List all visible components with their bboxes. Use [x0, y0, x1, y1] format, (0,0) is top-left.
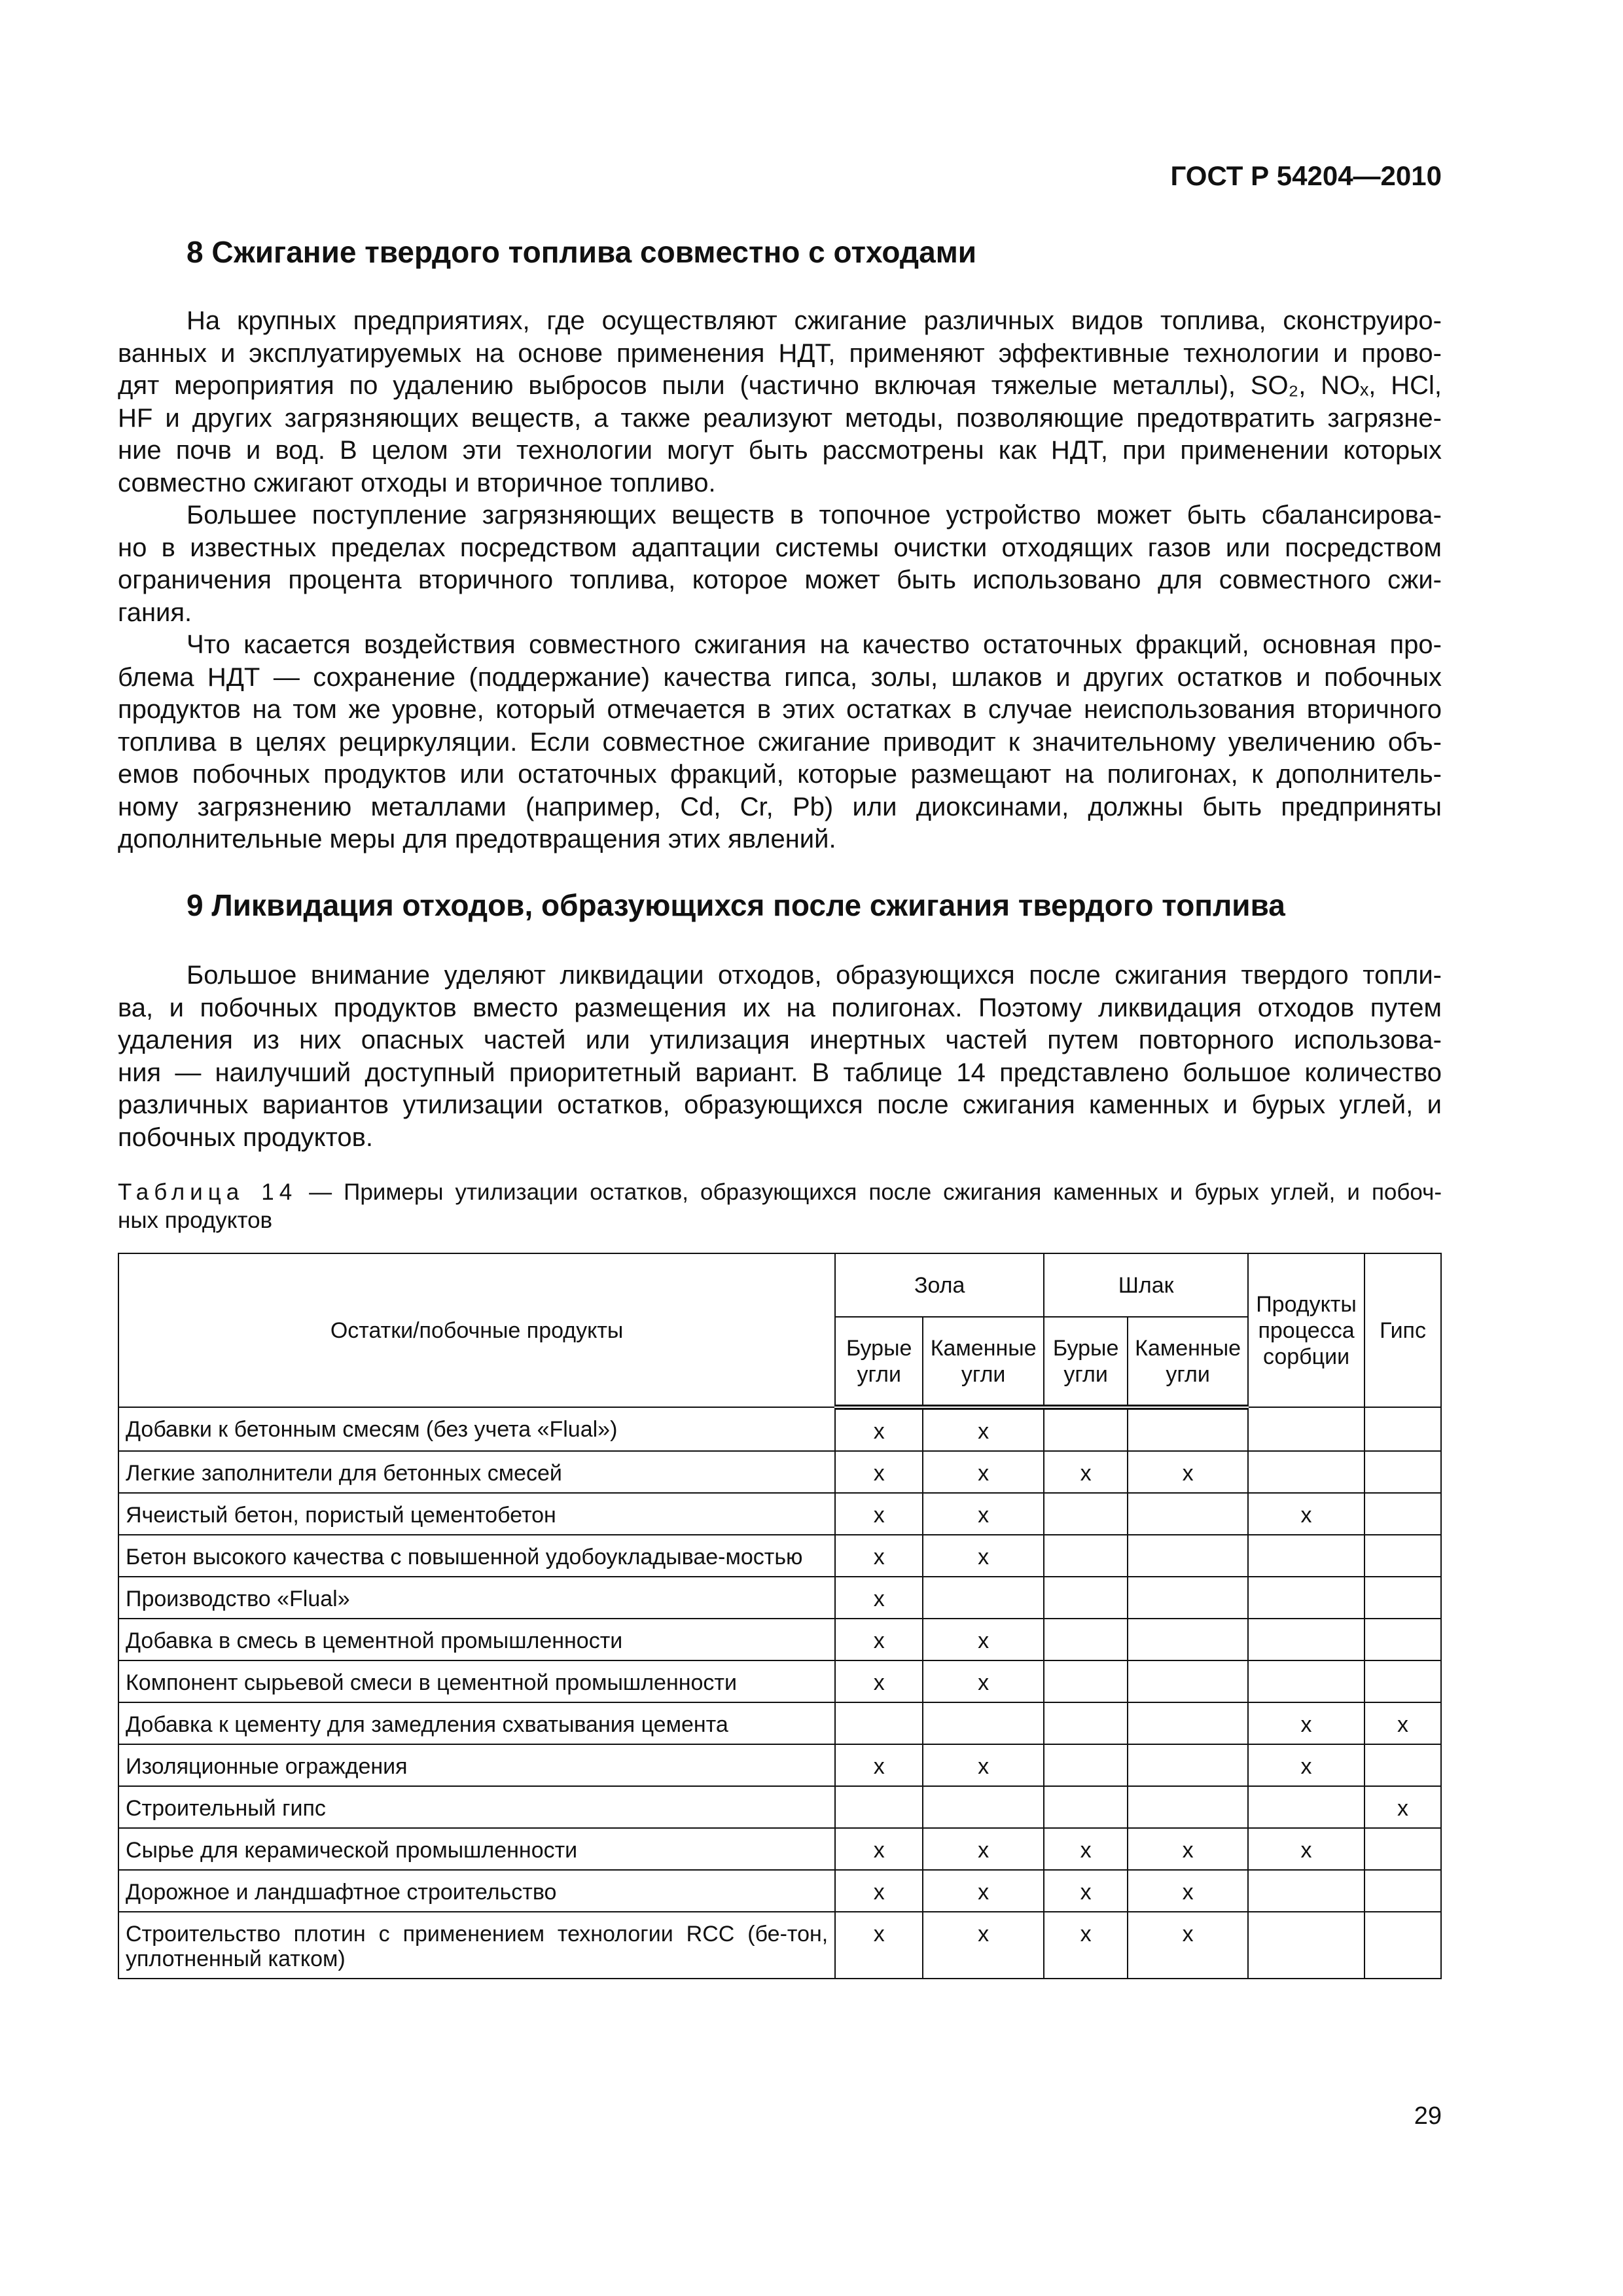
usage-mark-cell: x: [1248, 1493, 1364, 1535]
residue-name: Легкие заполнители для бетонных смесей: [118, 1451, 835, 1493]
usage-mark-cell: [1044, 1660, 1128, 1702]
usage-mark-cell: [1364, 1493, 1441, 1535]
header-ash-brown-coal: Бурые угли: [835, 1317, 923, 1407]
paragraph-line: ния — наилучший доступный приоритетный вариант. В таблице 14 представлено большое количество: [118, 1058, 1442, 1087]
residue-name: Сырье для керамической промышленности: [118, 1828, 835, 1870]
paragraph-line: ванных и эксплуатируемых на основе применения НДТ, применяют эффективные технологии и прово-: [118, 338, 1442, 368]
document-code: ГОСТ Р 54204—2010: [1170, 160, 1442, 191]
usage-mark-cell: x: [835, 1535, 923, 1577]
paragraph-line: емов побочных продуктов или остаточных фракций, которые размещают на полигонах, к дополнитель-: [118, 760, 1442, 789]
paragraph-line: блема НДТ — сохранение (поддержание) качества гипса, золы, шлаков и других остатков и побочных: [118, 662, 1442, 692]
usage-mark-cell: x: [923, 1744, 1044, 1786]
residue-name: Компонент сырьевой смеси в цементной промышленности: [118, 1660, 835, 1702]
usage-mark-cell: [1364, 1451, 1441, 1493]
usage-mark-cell: [923, 1577, 1044, 1619]
usage-mark-cell: x: [835, 1870, 923, 1912]
usage-mark-cell: x: [923, 1451, 1044, 1493]
paragraph-line: но в известных пределах посредством адаптации системы очистки отходящих газов или посредством: [118, 533, 1442, 562]
usage-mark-cell: x: [923, 1912, 1044, 1979]
usage-mark-cell: x: [1248, 1828, 1364, 1870]
usage-mark-cell: x: [835, 1493, 923, 1535]
header-gypsum: Гипс: [1364, 1253, 1441, 1407]
usage-mark-cell: [1044, 1577, 1128, 1619]
usage-mark-cell: x: [835, 1660, 923, 1702]
usage-mark-cell: x: [1128, 1451, 1248, 1493]
table-caption-text: — Примеры утилизации остатков, образующихся после сжигания каменных и бурых углей, и побоч-: [309, 1179, 1442, 1205]
residue-name: Добавка к цементу для замедления схватывания цемента: [118, 1702, 835, 1744]
usage-mark-cell: [1364, 1535, 1441, 1577]
paragraph-line: Что касается воздействия совместного сжигания на качество остаточных фракций, основная про-: [187, 630, 1442, 659]
table-row: [118, 1828, 1441, 1870]
usage-mark-cell: [1128, 1702, 1248, 1744]
usage-mark-cell: x: [1128, 1912, 1248, 1979]
paragraph-line: ва, и побочных продуктов вместо размещения их на полигонах. Поэтому ликвидация отходов путем: [118, 993, 1442, 1022]
usage-mark-cell: [1044, 1407, 1128, 1451]
table-row: [118, 1786, 1441, 1828]
usage-mark-cell: [1044, 1744, 1128, 1786]
table-row: [118, 1912, 1441, 1979]
usage-mark-cell: x: [923, 1619, 1044, 1660]
header-residues: Остатки/побочные продукты: [118, 1253, 835, 1407]
usage-mark-cell: x: [1364, 1702, 1441, 1744]
usage-mark-cell: x: [1248, 1702, 1364, 1744]
usage-mark-cell: [835, 1786, 923, 1828]
section-8-heading: 8 Сжигание твердого топлива совместно с отходами: [187, 235, 977, 269]
table-row: [118, 1535, 1441, 1577]
utilization-table: [118, 1253, 1442, 1979]
residue-name: Строительный гипс: [118, 1786, 835, 1828]
usage-mark-cell: [1128, 1619, 1248, 1660]
paragraph-line: ние почв и вод. В целом эти технологии могут быть рассмотрены как НДТ, при применении которых: [118, 436, 1442, 465]
usage-mark-cell: x: [923, 1660, 1044, 1702]
usage-mark-cell: x: [923, 1535, 1044, 1577]
section-9-body: [118, 960, 1442, 1154]
usage-mark-cell: x: [1044, 1912, 1128, 1979]
usage-mark-cell: [1248, 1870, 1364, 1912]
table-row: [118, 1619, 1441, 1660]
usage-mark-cell: [1128, 1577, 1248, 1619]
usage-mark-cell: [1128, 1744, 1248, 1786]
header-slag: Шлак: [1044, 1253, 1248, 1317]
paragraph-line: ному загрязнению металлами (например, Cd, Cr, Pb) или диоксинами, должны быть предприняты: [118, 792, 1442, 821]
paragraph-line: HF и других загрязняющих веществ, а также реализуют методы, позволяющие предотвратить загрязне-: [118, 403, 1442, 433]
usage-mark-cell: x: [1364, 1786, 1441, 1828]
table-row: [118, 1870, 1441, 1912]
usage-mark-cell: x: [1044, 1451, 1128, 1493]
table-row: [118, 1493, 1441, 1535]
table-row: [118, 1451, 1441, 1493]
residue-name: Строительство плотин с применением технологии RCC (бе-тон, уплотненный катком): [118, 1912, 835, 1979]
header-sorption-products: Продукты процесса сорбции: [1248, 1253, 1364, 1407]
residue-name: Добавка в смесь в цементной промышленности: [118, 1619, 835, 1660]
table-row: [118, 1407, 1441, 1451]
residue-name: Добавки к бетонным смесям (без учета «Flual»): [118, 1407, 835, 1451]
paragraph-line: гания.: [118, 598, 192, 627]
usage-mark-cell: [1248, 1912, 1364, 1979]
table-caption-label: Таблица 14: [118, 1179, 298, 1205]
paragraph-line: побочных продуктов.: [118, 1122, 374, 1152]
residue-name: Изоляционные ограждения: [118, 1744, 835, 1786]
usage-mark-cell: [1044, 1493, 1128, 1535]
residue-name: Ячеистый бетон, пористый цементобетон: [118, 1493, 835, 1535]
usage-mark-cell: [1364, 1577, 1441, 1619]
usage-mark-cell: [1248, 1407, 1364, 1451]
usage-mark-cell: [1248, 1535, 1364, 1577]
table-row: [118, 1577, 1441, 1619]
usage-mark-cell: [1248, 1660, 1364, 1702]
usage-mark-cell: [1364, 1660, 1441, 1702]
usage-mark-cell: x: [923, 1828, 1044, 1870]
header-ash-hard-coal: Каменные угли: [923, 1317, 1044, 1407]
usage-mark-cell: x: [923, 1870, 1044, 1912]
paragraph-line: удаления из них опасных частей или утилизация инертных частей путем повторного использова-: [118, 1026, 1442, 1054]
usage-mark-cell: x: [835, 1407, 923, 1451]
usage-mark-cell: x: [1044, 1870, 1128, 1912]
paragraph-line: На крупных предприятиях, где осуществляют сжигание различных видов топлива, сконструиро-: [187, 306, 1442, 335]
usage-mark-cell: [1364, 1619, 1441, 1660]
paragraph-line: совместно сжигают отходы и вторичное топливо.: [118, 468, 716, 497]
usage-mark-cell: x: [835, 1577, 923, 1619]
usage-mark-cell: [1364, 1828, 1441, 1870]
usage-mark-cell: [1128, 1407, 1248, 1451]
header-ash: Зола: [835, 1253, 1044, 1317]
usage-mark-cell: x: [923, 1493, 1044, 1535]
paragraph-line: ограничения процента вторичного топлива, которое может быть использовано для совместного сжи-: [118, 565, 1442, 594]
usage-mark-cell: [1044, 1786, 1128, 1828]
usage-mark-cell: x: [923, 1407, 1044, 1451]
usage-mark-cell: x: [1248, 1744, 1364, 1786]
paragraph-line: различных вариантов утилизации остатков, образующихся после сжигания каменных и бурых углей, и: [118, 1090, 1442, 1119]
table-row: [118, 1660, 1441, 1702]
usage-mark-cell: [1364, 1407, 1441, 1451]
section-8-body: [118, 305, 1442, 856]
table-caption-continued: ных продуктов: [118, 1208, 273, 1233]
paragraph-line: дят мероприятия по удалению выбросов пыли (частично включая тяжелые металлы), SO₂, NOₓ, HCl,: [118, 371, 1442, 400]
residue-name: Дорожное и ландшафтное строительство: [118, 1870, 835, 1912]
usage-mark-cell: [1364, 1744, 1441, 1786]
paragraph-line: продуктов на том же уровне, который отмечается в этих остатках в случае неиспользования вторичного: [118, 695, 1442, 724]
usage-mark-cell: x: [1044, 1828, 1128, 1870]
usage-mark-cell: [1364, 1870, 1441, 1912]
usage-mark-cell: x: [835, 1619, 923, 1660]
usage-mark-cell: [835, 1702, 923, 1744]
usage-mark-cell: [1044, 1535, 1128, 1577]
table-row: [118, 1702, 1441, 1744]
usage-mark-cell: [1044, 1619, 1128, 1660]
usage-mark-cell: [1128, 1786, 1248, 1828]
usage-mark-cell: [1248, 1577, 1364, 1619]
usage-mark-cell: x: [835, 1828, 923, 1870]
section-9-heading: 9 Ликвидация отходов, образующихся после сжигания твердого топлива: [187, 888, 1285, 922]
usage-mark-cell: [923, 1786, 1044, 1828]
table-row: [118, 1744, 1441, 1786]
usage-mark-cell: [1128, 1535, 1248, 1577]
table-caption: [118, 1178, 1442, 1234]
usage-mark-cell: [1128, 1493, 1248, 1535]
usage-mark-cell: [1364, 1912, 1441, 1979]
paragraph-line: Большее поступление загрязняющих веществ в топочное устройство может быть сбалансирова-: [187, 501, 1442, 529]
paragraph-line: дополнительные меры для предотвращения этих явлений.: [118, 825, 836, 853]
usage-mark-cell: x: [1128, 1828, 1248, 1870]
usage-mark-cell: x: [835, 1744, 923, 1786]
usage-mark-cell: [1248, 1451, 1364, 1493]
header-slag-brown-coal: Бурые угли: [1044, 1317, 1128, 1407]
usage-mark-cell: [1044, 1702, 1128, 1744]
usage-mark-cell: x: [835, 1912, 923, 1979]
paragraph-line: топлива в целях рециркуляции. Если совместное сжигание приводит к значительному увеличению объ-: [118, 727, 1442, 757]
usage-mark-cell: [923, 1702, 1044, 1744]
paragraph-line: Большое внимание уделяют ликвидации отходов, образующихся после сжигания твердого топли-: [187, 961, 1442, 990]
residue-name: Бетон высокого качества с повышенной удобоукладывае-мостью: [118, 1535, 835, 1577]
header-slag-hard-coal: Каменные угли: [1128, 1317, 1248, 1407]
usage-mark-cell: x: [835, 1451, 923, 1493]
usage-mark-cell: [1128, 1660, 1248, 1702]
residue-name: Производство «Flual»: [118, 1577, 835, 1619]
usage-mark-cell: [1248, 1786, 1364, 1828]
page-number: 29: [1414, 2102, 1442, 2130]
usage-mark-cell: [1248, 1619, 1364, 1660]
usage-mark-cell: x: [1128, 1870, 1248, 1912]
